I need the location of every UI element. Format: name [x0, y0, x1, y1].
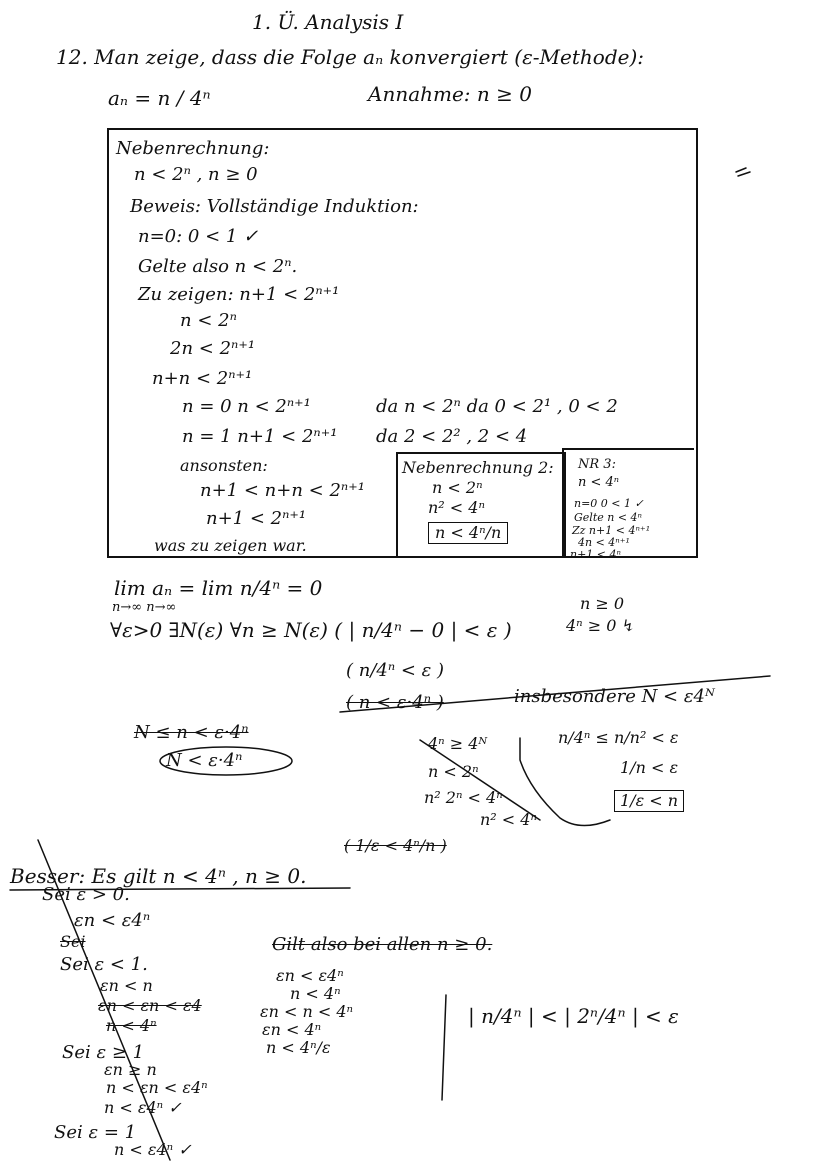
side-calc-3-line-3: Gelte n < 4ⁿ	[574, 511, 642, 524]
bottom-line-en: εn < ε4ⁿ	[74, 910, 151, 931]
side-note-n: n ≥ 0	[580, 594, 625, 613]
scratch-c2: 1/n < ε	[620, 758, 679, 777]
proof-step-2: 2n < 2ⁿ⁺¹	[170, 338, 256, 359]
side-note-4n: 4ⁿ ≥ 0 ↯	[566, 616, 635, 635]
case-n1: n = 1 n+1 < 2ⁿ⁺¹	[182, 426, 338, 447]
better-underline	[10, 888, 350, 890]
struck-line-2: n < 4ⁿ	[106, 1016, 157, 1035]
proof-step-5: n+1 < 2ⁿ⁺¹	[206, 508, 307, 529]
scratch-a2: N < ε·4ⁿ	[166, 750, 243, 771]
final-inequality: | n/4ⁿ | < | 2ⁿ/4ⁿ | < ε	[468, 1004, 679, 1028]
middle-line-4: εn < 4ⁿ	[262, 1020, 322, 1039]
middle-line-3: εn < n < 4ⁿ	[260, 1002, 354, 1021]
side-calc-2-line-1: n < 2ⁿ	[432, 478, 483, 497]
middle-line-5: n < 4ⁿ/ε	[266, 1038, 331, 1057]
case-eps-ge-1-line-3: n < ε4ⁿ ✓	[104, 1098, 182, 1117]
scratch-ellipse	[160, 747, 292, 775]
let-epsilon: Sei ε > 0.	[42, 884, 130, 905]
vertical-divider	[442, 995, 446, 1100]
task-statement: 12. Man zeige, dass die Folge aₙ konvergiert (ε-Methode):	[56, 45, 645, 69]
case-eps-ge-1-line-2: n < εn < ε4ⁿ	[106, 1078, 208, 1097]
case-eps-lt-1: Sei ε < 1.	[60, 954, 148, 975]
struck-sei: Sei	[60, 932, 86, 951]
limit-statement: lim aₙ = lim n/4ⁿ = 0	[114, 576, 323, 600]
sequence-formula: aₙ = n / 4ⁿ	[108, 86, 211, 110]
side-calc-3-line-1: n < 4ⁿ	[578, 475, 620, 490]
case-n1-reason: da 2 < 2² , 2 < 4	[376, 426, 528, 447]
case-n0-reason: da n < 2ⁿ da 0 < 2¹ , 0 < 2	[376, 396, 618, 417]
scratch-a1: N ≤ n < ε·4ⁿ	[134, 722, 249, 743]
side-calc-3-line-6: n+1 < 4ⁿ	[570, 548, 621, 561]
scratch-c1: n/4ⁿ ≤ n/n² < ε	[558, 728, 679, 747]
case-eps-ge-1-line-1: εn ≥ n	[104, 1060, 157, 1079]
middle-line-2: n < 4ⁿ	[290, 984, 341, 1003]
proof-heading: Beweis: Vollständige Induktion:	[130, 196, 419, 217]
proof-step-4: n+1 < n+n < 2ⁿ⁺¹	[200, 480, 365, 501]
assumption: Annahme: n ≥ 0	[368, 82, 532, 106]
inequality-1: ( n/4ⁿ < ε )	[346, 660, 445, 681]
case-eps-ge-1: Sei ε ≥ 1	[62, 1042, 145, 1063]
case-eps-eq-1-line-1: n < ε4ⁿ ✓	[114, 1140, 192, 1159]
side-calc-3-heading: NR 3:	[578, 457, 616, 472]
induction-base: n=0: 0 < 1 ✓	[138, 226, 259, 247]
diagonal-strike-bottom	[38, 840, 170, 1160]
induction-goal: Zu zeigen: n+1 < 2ⁿ⁺¹	[138, 284, 340, 305]
especially-note: insbesondere N < ε4ᴺ	[514, 686, 715, 707]
side-calc-heading: Nebenrechnung:	[116, 138, 270, 159]
better-statement: Besser: Es gilt n < 4ⁿ , n ≥ 0.	[10, 864, 307, 888]
side-calc-3-line-5: 4n < 4ⁿ⁺¹	[578, 536, 630, 549]
strike-especially	[340, 676, 770, 712]
case-n0: n = 0 n < 2ⁿ⁺¹	[182, 396, 311, 417]
scratch-d1: ( 1/ε < 4ⁿ/n )	[344, 836, 447, 855]
struck-all-n: Gilt also bei allen n ≥ 0.	[272, 934, 493, 955]
side-calc-3-line-2: n=0 0 < 1 ✓	[574, 497, 644, 510]
middle-line-1: εn < ε4ⁿ	[276, 966, 344, 985]
case-eps-lt-1-line-1: εn < n	[100, 976, 153, 995]
scratch-b3: n² 2ⁿ < 4ⁿ	[424, 788, 503, 807]
side-calc-2-result: n < 4ⁿ/n	[428, 522, 508, 544]
limit-subscript: n→∞ n→∞	[112, 600, 177, 615]
proof-step-3: n+n < 2ⁿ⁺¹	[152, 368, 253, 389]
induction-hypothesis: Gelte also n < 2ⁿ.	[138, 256, 298, 277]
scratch-b2: n < 2ⁿ	[428, 762, 479, 781]
otherwise-label: ansonsten:	[180, 456, 268, 475]
scratch-curve	[520, 738, 610, 826]
struck-line-1: εn < εn < ε4	[98, 996, 202, 1015]
case-eps-eq-1: Sei ε = 1	[54, 1122, 137, 1143]
scratch-b4: n² < 4ⁿ	[480, 810, 537, 829]
scratch-b1: 4ⁿ ≥ 4ᴺ	[428, 734, 488, 753]
qed-text: was zu zeigen war.	[154, 536, 307, 555]
side-calc-3-line-4: Zz n+1 < 4ⁿ⁺¹	[572, 524, 651, 537]
inequality-2: ( n < ε·4ⁿ )	[346, 692, 444, 713]
sheet-title: 1. Ü. Analysis I	[252, 10, 404, 34]
scratch-c3: 1/ε < n	[614, 790, 684, 812]
proof-step-1: n < 2ⁿ	[180, 310, 237, 331]
side-calc-2-line-2: n² < 4ⁿ	[428, 498, 485, 517]
side-calc-2-heading: Nebenrechnung 2:	[402, 458, 554, 477]
strike-scratch-b	[420, 740, 540, 820]
epsilon-definition: ∀ε>0 ∃N(ε) ∀n ≥ N(ε) ( | n/4ⁿ − 0 | < ε )	[110, 618, 512, 642]
side-calc-claim: n < 2ⁿ , n ≥ 0	[134, 164, 258, 185]
margin-mark	[736, 168, 750, 176]
